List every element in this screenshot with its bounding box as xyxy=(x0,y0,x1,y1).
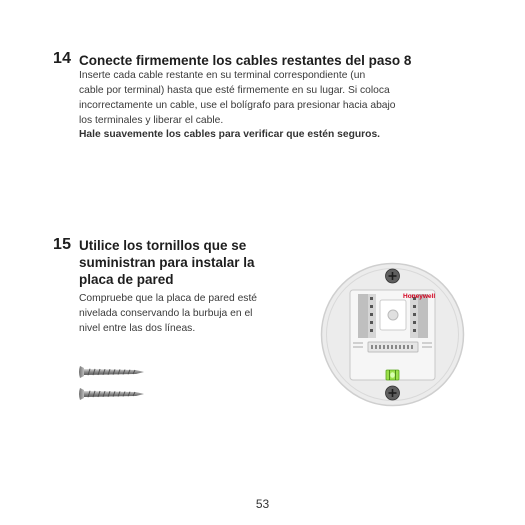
step-15-body xyxy=(79,291,257,336)
step-14-body-line: Inserte cada cable restante en su terminal correspondiente (un xyxy=(79,70,366,81)
step-15-number: 15 xyxy=(53,236,72,253)
bottom-screw-head xyxy=(386,386,400,400)
step-14-body-line: incorrectamente un cable, use el bolígrafo para presionar hacia abajo xyxy=(79,100,396,111)
screws-icon xyxy=(78,362,148,404)
step-15-body-line: Compruebe que la placa de pared esté xyxy=(79,293,258,304)
step-15-body-line: nivel entre las dos líneas. xyxy=(79,323,196,334)
step-14-body-line: los terminales y liberar el cable. xyxy=(79,115,224,126)
step-14-number: 14 xyxy=(53,50,72,67)
step-15-title-line: suministran para instalar la xyxy=(79,255,255,270)
brand-logo: Honeywell xyxy=(403,293,436,300)
page-number: 53 xyxy=(255,497,270,511)
step-14-body xyxy=(79,68,396,128)
screw-bottom xyxy=(79,388,144,400)
step-14-body-line: cable por terminal) hasta que esté firmemente en su lugar. Si coloca xyxy=(79,85,390,96)
screw-top xyxy=(79,366,144,378)
bubble-level xyxy=(386,370,399,380)
step-14-note: Hale suavemente los cables para verificar que estén seguros. xyxy=(79,129,381,140)
wall-plate-icon xyxy=(320,262,465,407)
step-14-title: Conecte firmemente los cables restantes del paso 8 xyxy=(79,53,412,68)
top-screw-head xyxy=(386,269,400,283)
step-15-title xyxy=(79,237,279,288)
step-15-title-line: placa de pared xyxy=(79,272,174,287)
step-15-title-line: Utilice los tornillos que se xyxy=(79,238,247,253)
step-15-body-line: nivelada conservando la burbuja en el xyxy=(79,308,253,319)
